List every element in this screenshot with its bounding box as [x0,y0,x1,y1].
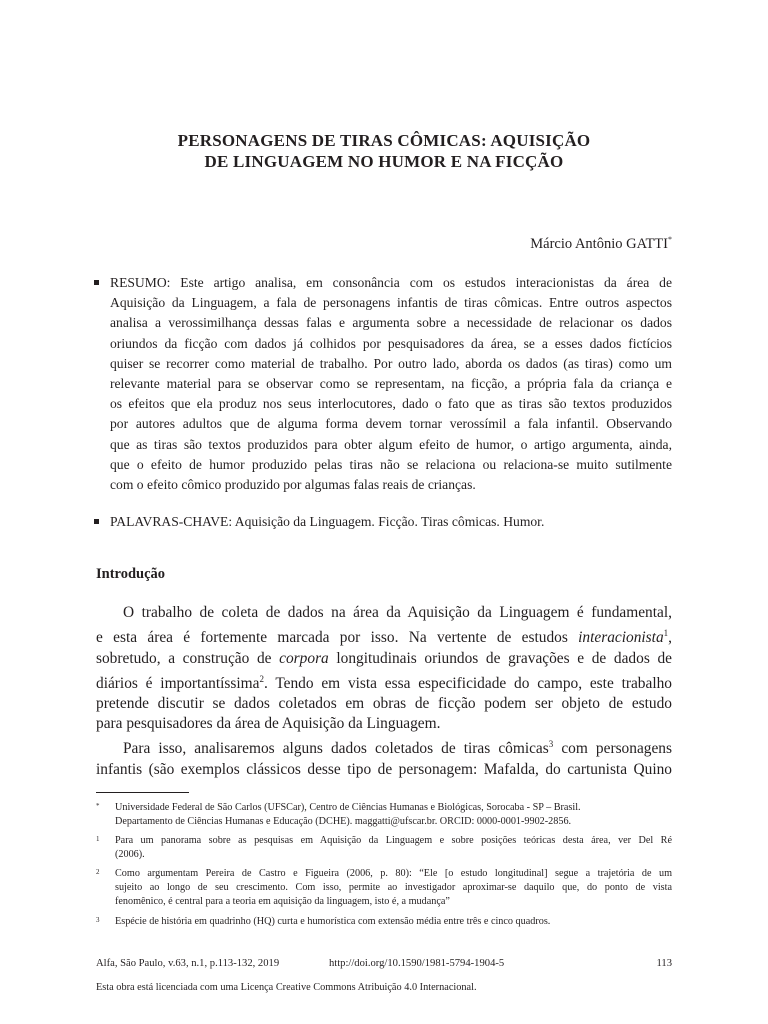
body-line: Para isso, analisaremos alguns dados coletados de tiras cômicas$^3$ com personagens [123,739,672,758]
abstract-line: os efeitos que ela produz nos seus interlocutores, dado o fato que as tiras são textos produzidos [110,396,672,412]
abstract-line: com o efeito cômico produzido por algumas falas reais de crianças. [110,477,476,493]
footnote-mark: 1 [96,835,100,843]
body-line: O trabalho de coleta de dados na área da Aquisição da Linguagem é fundamental, [123,604,672,621]
abstract [96,273,672,495]
footnote-mark: * [96,802,100,810]
abstract-line: Aquisição da Linguagem, a fala de personagens infantis de tiras cômicas. Entre outros aspectos [110,295,672,311]
emphasis: corpora [279,649,329,667]
body-line: sobretudo, a construção de corpora longitudinais oriundos de gravações e de dados de [96,649,672,667]
abstract-line: relevante material para se observar como se representam, na ficção, a própria fala da criança e [110,376,672,392]
body-line: e esta área é fortemente marcada por isso. Na vertente de estudos interacionista$^1$, [96,628,672,647]
body-line: diários é importantíssima$^2$. Tendo em vista essa especificidade do campo, este trabalho [96,673,672,692]
author-name: Márcio Antônio GATTI [530,235,668,252]
page-number: 113 [656,958,672,969]
abstract-line: que o efeito de humor produzido pelas tiras não se relaciona ou relaciona-se muito sutilmente [110,456,672,472]
footnote [96,867,672,909]
keywords [96,512,672,532]
body-line: infantis (são exemplos clássicos desse tipo de personagem: Mafalda, do cartunista Quino [96,760,672,778]
footnote-line: Para um panorama sobre as pesquisas em Aquisição da Linguagem e sobre posições teóricas desta área, ver Del Ré [115,835,672,846]
title-line: PERSONAGENS DE TIRAS CÔMICAS: AQUISIÇÃO [177,131,591,150]
footnote-line: Como argumentam Pereira de Castro e Figueira (2006, p. 80): “Ele [o estudo longitudinal] segue a trajetória de um [115,868,672,879]
abstract-line: RESUMO: Este artigo analisa, em consonância com os estudos interacionistas da área de [110,275,672,290]
bullet-square-icon [94,519,99,524]
author-mark: * [668,235,672,244]
footnote-line: (2006). [115,849,145,860]
footnote-ref[interactable]: 3 [548,739,554,750]
title-line: DE LINGUAGEM NO HUMOR E NA FICÇÃO [204,152,564,171]
keywords-text: PALAVRAS-CHAVE: Aquisição da Linguagem. Ficção. Tiras cômicas. Humor. [110,514,545,529]
abstract-line: por autores adultos que de alguma forma devem tornar verossímil a fala infantil. Observando [110,416,672,432]
footnote-line: Universidade Federal de São Carlos (UFSCar), Centro de Ciências Humanas e Biológicas, Sorocaba - SP – Brasil. [115,802,581,813]
bullet-square-icon [94,280,99,285]
abstract-line: oriundos da ficção com dados já colhidos por pesquisadores da área, se a esses dados fictícios [110,335,672,351]
doi-link[interactable]: http://doi.org/10.1590/1981-5794-1904-5 [329,958,505,969]
footnote [96,915,672,929]
footnote-ref[interactable]: 1 [663,628,669,639]
abstract-text [96,273,672,495]
body-line: pretende discutir se dados coletados em obras de ficção podem ser objeto de estudo [96,695,672,713]
footnote [96,834,672,862]
footnote-line: fenomênico, é central para a teoria em aquisição da linguagem, isto é, a mudança” [115,896,450,907]
abstract-line: analisa a verossimilhança dessas falas e argumenta sobre a necessidade de relacionar os dados [110,315,672,331]
emphasis: interacionista [578,629,664,647]
author-line [530,235,672,253]
section-heading: Introdução [96,566,166,582]
body-text [96,603,672,780]
footnote-line: Departamento de Ciências Humanas e Educação (DCHE). maggatti@ufscar.br. ORCID: 0000-0001-9902-2856. [115,816,572,827]
footnote [96,801,672,829]
footnote-line: Espécie de história em quadrinho (HQ) curta e humorística com extensão média entre três e cinco quadros. [115,916,551,927]
footnote-mark: 3 [96,916,100,924]
license-notice[interactable]: Esta obra está licenciada com uma Licença Creative Commons Atribuição 4.0 Internacional. [96,982,477,993]
footnote-mark: 2 [96,868,100,876]
article-title [60,130,708,172]
footnote-ref[interactable]: 2 [259,673,264,684]
body-line: para pesquisadores da área de Aquisição da Linguagem. [96,715,441,733]
abstract-line: que as tiras são textos produzidos para obter algum efeito de humor, o artigo argumenta, ainda, [110,436,672,452]
footnote-divider [96,792,189,793]
journal-citation: Alfa, São Paulo, v.63, n.1, p.113-132, 2019 [96,958,280,969]
footnote-line: sujeito ao longo de seu crescimento. Com isso, permite ao investigador aproximar-se daquilo que, do ponto de vista [115,882,672,893]
abstract-line: quiser se recorrer como material de trabalho. Por outro lado, aborda os dados (as tiras) como um [110,355,672,371]
